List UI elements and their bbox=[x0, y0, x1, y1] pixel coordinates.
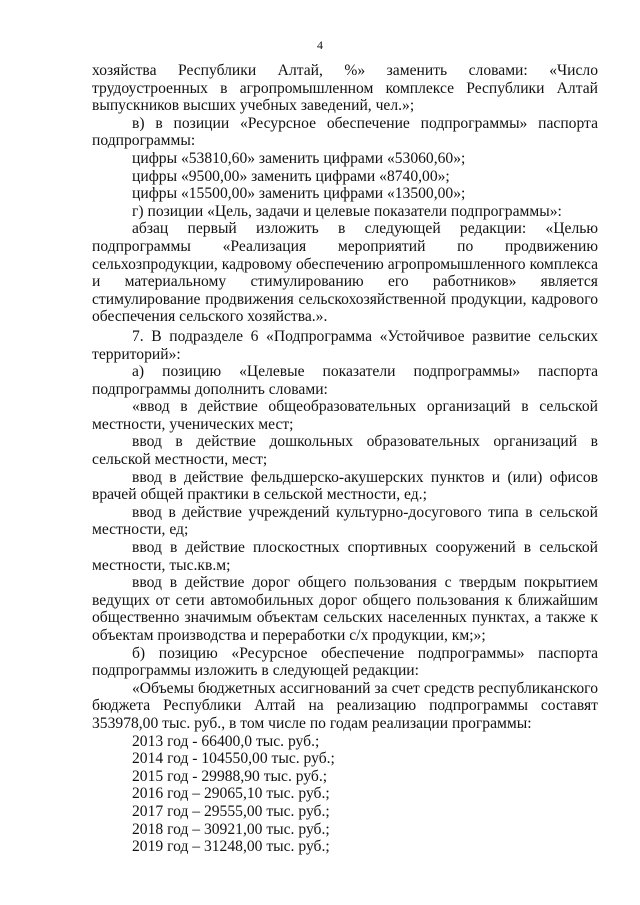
paragraph: «ввод в действие общеобразовательных организаций в сельской местности, ученических мест; bbox=[92, 398, 598, 433]
paragraph: 2019 год – 31248,00 тыс. руб.; bbox=[132, 838, 330, 856]
paragraph: г) позиции «Цель, задачи и целевые показатели подпрограммы»: bbox=[132, 202, 562, 220]
paragraph: ввод в действие дорог общего пользования с твердым покрытием ведущих от сети автомобильных дорог общего пользования к ближайшим общественно значимым объектам сельских населенных пунктах, а также к объектам производства и переработки с/х продукции, км;»; bbox=[92, 574, 598, 644]
paragraph: ввод в действие дошкольных образовательных организаций в сельской местности, мест; bbox=[92, 433, 598, 469]
paragraph: цифры «9500,00» заменить цифрами «8740,00»; bbox=[132, 167, 450, 185]
paragraph: а) позицию «Целевые показатели подпрограммы» паспорта подпрограммы дополнить словами: bbox=[92, 363, 598, 398]
document-body bbox=[92, 62, 598, 856]
paragraph: ввод в действие фельдшерско-акушерских пунктов и (или) офисов врачей общей практики в сельской местности, ед.; bbox=[92, 468, 598, 504]
paragraph: 2015 год - 29988,90 тыс. руб.; bbox=[132, 767, 328, 785]
paragraph: в) в позиции «Ресурсное обеспечение подпрограммы» паспорта подпрограммы: bbox=[92, 114, 598, 150]
paragraph: абзац первый изложить в следующей редакции: «Целью подпрограммы «Реализация мероприятий по продвижению сельхозпродукции, кадровому обеспечению агропромышленного комплекса и материальному стимулированию его работников» является стимулирование продвижения сельскохозяйственной продукции, кадрового обеспечения сельского хозяйства.». bbox=[92, 220, 598, 326]
paragraph: цифры «53810,60» заменить цифрами «53060,60»; bbox=[132, 149, 466, 167]
paragraph: б) позицию «Ресурсное обеспечение подпрограммы» паспорта подпрограммы изложить в следующей редакции: bbox=[92, 644, 598, 680]
paragraph: 2018 год – 30921,00 тыс. руб.; bbox=[132, 820, 330, 838]
paragraph: 2016 год – 29065,10 тыс. руб.; bbox=[132, 785, 330, 803]
paragraph: ввод в действие плоскостных спортивных сооружений в сельской местности, тыс.кв.м; bbox=[92, 539, 598, 574]
paragraph: 2017 год – 29555,00 тыс. руб.; bbox=[132, 802, 330, 820]
paragraph: 2013 год - 66400,0 тыс. руб.; bbox=[132, 732, 320, 750]
paragraph: цифры «15500,00» заменить цифрами «13500,00»; bbox=[132, 185, 466, 203]
paragraph: 7. В подразделе 6 «Подпрограмма «Устойчивое развитие сельских территорий»: bbox=[92, 327, 598, 363]
page-number: 4 bbox=[317, 38, 323, 52]
paragraph: «Объемы бюджетных ассигнований за счет средств республиканского бюджета Республики Алтай на реализацию подпрограммы составят 353978,00 тыс. руб., в том числе по годам реализации программы: bbox=[92, 679, 598, 732]
paragraph: 2014 год - 104550,00 тыс. руб.; bbox=[132, 750, 335, 768]
paragraph: хозяйства Республики Алтай, %» заменить словами: «Число трудоустроенных в агропромышленном комплексе Республики Алтай выпускников высших учебных заведений, чел.»; bbox=[92, 62, 598, 115]
paragraph: ввод в действие учреждений культурно-досугового типа в сельской местности, ед; bbox=[92, 503, 598, 539]
